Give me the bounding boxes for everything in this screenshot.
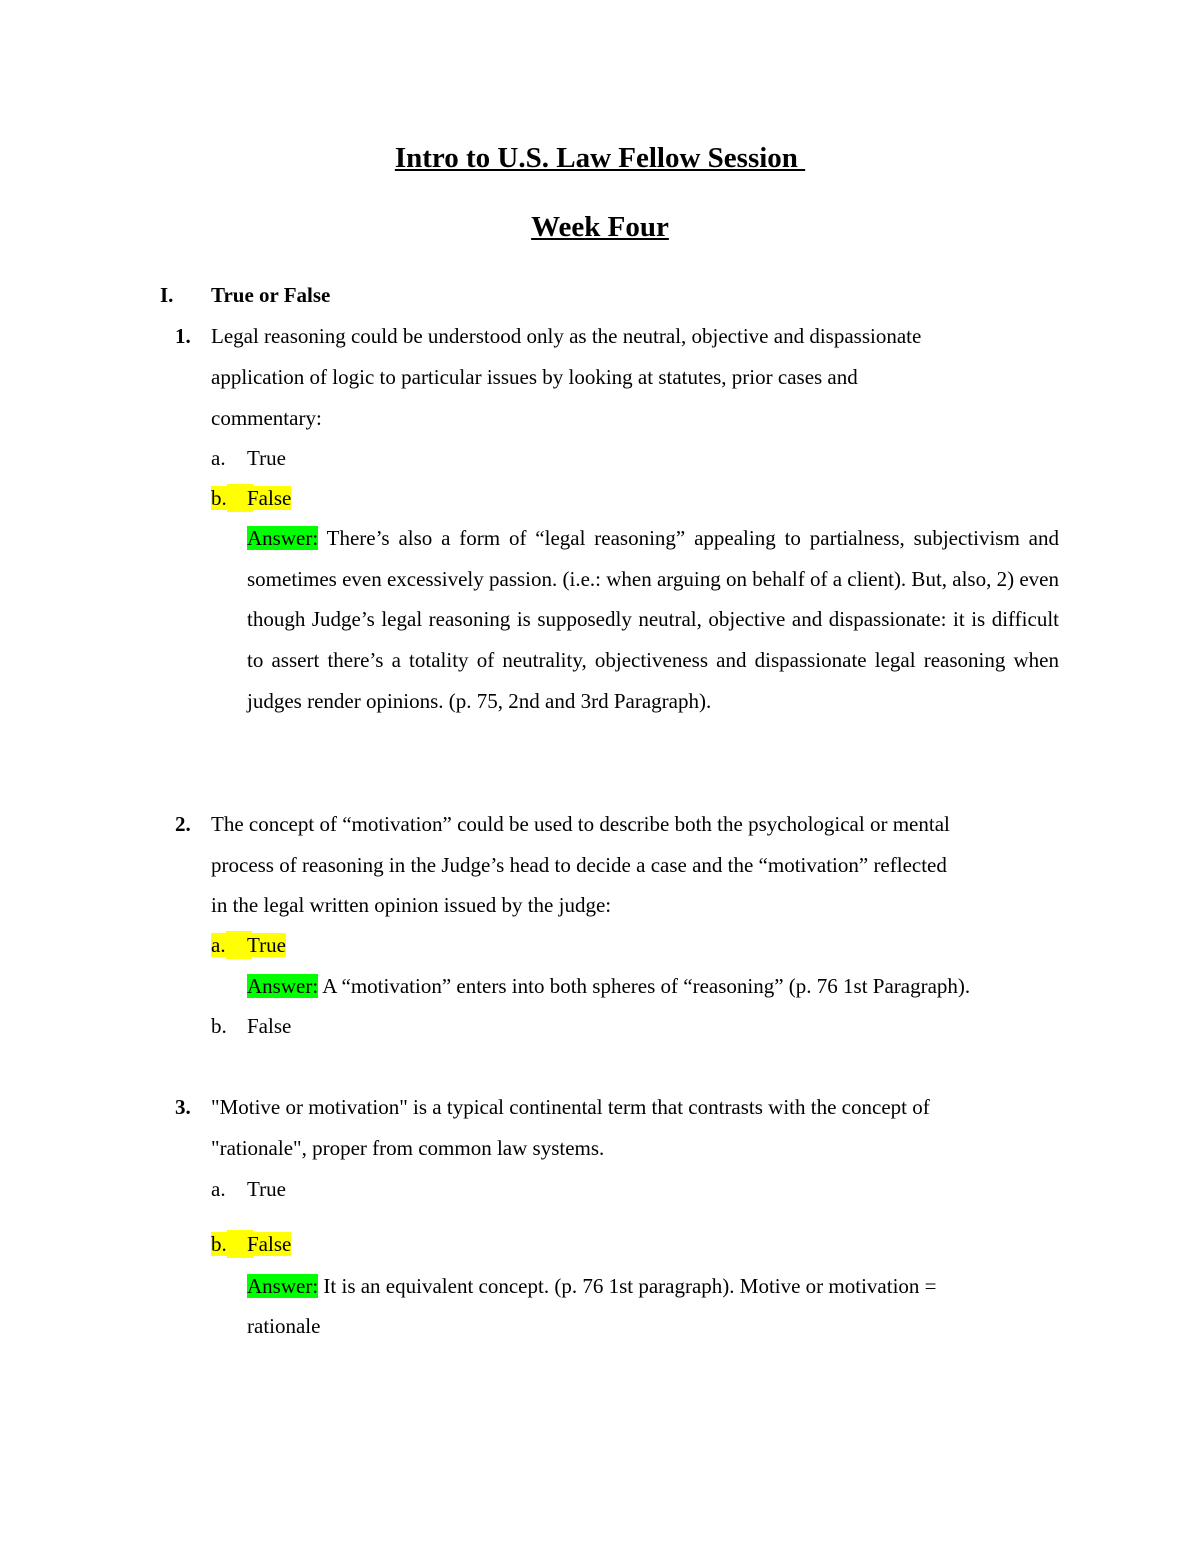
option-text-highlighted — [247, 931, 286, 959]
option-text-highlighted — [247, 1230, 291, 1258]
question-text-line: process of reasoning in the Judge’s head to decide a case and the “motivation” reflected — [211, 853, 947, 877]
section-numeral: I. — [160, 283, 174, 307]
option-text: True — [247, 1177, 286, 1201]
question-text-line: The concept of “motivation” could be used to describe both the psychological or mental — [211, 812, 950, 836]
option-letter-label: b. — [211, 486, 227, 510]
option-letter-label: b. — [211, 1232, 227, 1256]
document-subtitle: Week Four — [531, 211, 669, 243]
question-number: 1. — [175, 324, 191, 348]
question-number: 3. — [175, 1095, 191, 1119]
answer-label: Answer: — [247, 974, 319, 998]
question-text-line: in the legal written opinion issued by the judge: — [211, 893, 612, 917]
option-letter: a. — [211, 446, 226, 470]
option-letter-label: a. — [211, 933, 226, 957]
answer-label: Answer: — [247, 1274, 319, 1298]
question-text-line: "rationale", proper from common law systems. — [211, 1136, 605, 1160]
answer-line — [247, 1272, 937, 1300]
question-text-line: "Motive or motivation" is a typical continental term that contrasts with the concept of — [211, 1095, 930, 1119]
question-text-line: application of logic to particular issues by looking at statutes, prior cases and — [211, 365, 858, 389]
option-text-label: False — [247, 486, 292, 510]
answer-line — [247, 972, 970, 1000]
option-letter-highlighted — [211, 931, 252, 959]
answer-paragraph — [247, 518, 1059, 722]
section-heading: True or False — [211, 283, 331, 307]
question-text-line: Legal reasoning could be understood only as the neutral, objective and dispassionate — [211, 324, 922, 348]
option-text: False — [247, 1014, 292, 1038]
answer-label: Answer: — [247, 526, 319, 550]
answer-line-continued: rationale — [247, 1314, 321, 1338]
option-text-highlighted — [247, 484, 291, 512]
question-text-line: commentary: — [211, 406, 322, 430]
question-number: 2. — [175, 812, 191, 836]
option-letter: b. — [211, 1014, 227, 1038]
option-letter: a. — [211, 1177, 226, 1201]
option-text: True — [247, 446, 286, 470]
option-text-label: False — [247, 1232, 292, 1256]
option-text-label: True — [247, 933, 286, 957]
answer-text: It is an equivalent concept. (p. 76 1st paragraph). Motive or motivation = — [318, 1274, 937, 1298]
answer-text: A “motivation” enters into both spheres of “reasoning” (p. 76 1st Paragraph). — [318, 974, 971, 998]
answer-text: There’s also a form of “legal reasoning” appealing to partialness, subjectivism and sometimes even excessively passion. (i.e.: when arguing on behalf of a client). But, also, 2) even though Judge’s legal reasoning is supposedly neutral, objective and dispassionate: it is difficult to assert there’s a totality of neutrality, objectiveness and dispassionate legal reasoning when judges render opinions. (p. 75, 2nd and 3rd Paragraph). — [247, 526, 1059, 713]
document-title: Intro to U.S. Law Fellow Session — [394, 142, 806, 174]
